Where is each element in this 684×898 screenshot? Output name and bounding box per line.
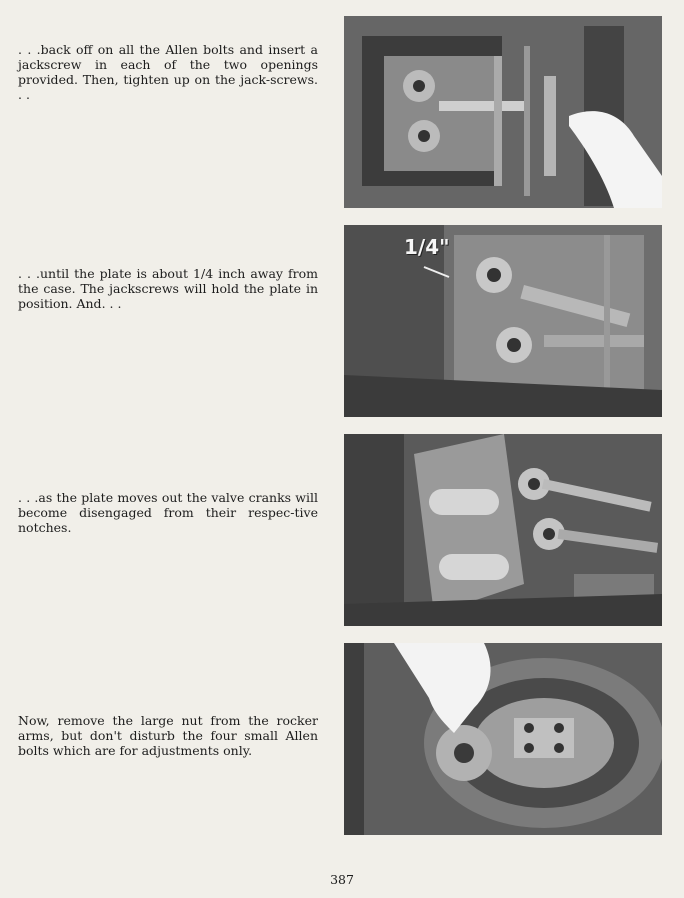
photo-rocker-arm-nut (344, 643, 662, 835)
quarter-inch-label: 1/4" (404, 235, 450, 259)
photo-valve-cranks-illustration (344, 434, 662, 626)
caption-step-4: Now, remove the large nut from the rocker arms, but don't disturb the four small Allen bolts which are for adjustments only. (18, 713, 318, 758)
photo-jackscrew-insert-illustration (344, 16, 662, 208)
photo-valve-cranks (344, 434, 662, 626)
photo-jackscrew-insert (344, 16, 662, 208)
photo-rocker-arm-nut-illustration (344, 643, 662, 835)
page-number: 387 (330, 872, 354, 887)
caption-step-1: . . .back off on all the Allen bolts and insert a jackscrew in each of the two openings provided. Then, tighten up on the jack-screws. . . (18, 42, 318, 102)
caption-step-2: . . .until the plate is about 1/4 inch away from the case. The jackscrews will hold the plate in position. And. . . (18, 266, 318, 311)
caption-step-3: . . .as the plate moves out the valve cranks will become disengaged from their respec-tive notches. (18, 490, 318, 535)
photo-plate-gap-illustration (344, 225, 662, 417)
photo-plate-gap (344, 225, 662, 417)
